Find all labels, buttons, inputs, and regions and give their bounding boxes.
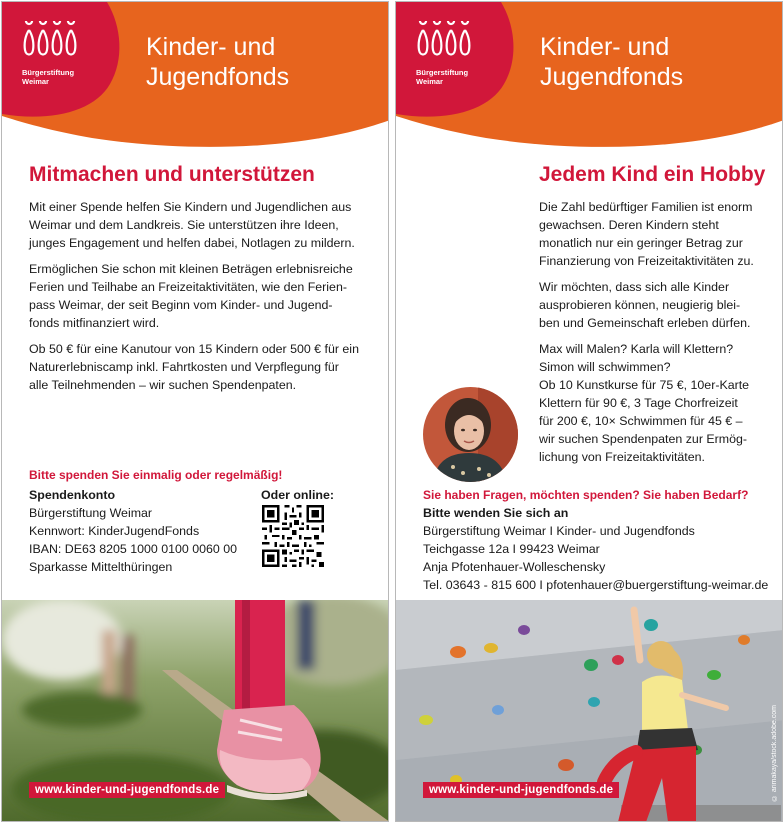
bowling-pins-logo-icon — [21, 21, 83, 61]
contact-portrait — [423, 387, 518, 482]
bank-account: Spendenkonto Bürgerstiftung Weimar Kennwort: KinderJugendFonds IBAN: DE63 8205 1000 0100 0060 00 Sparkasse Mittelthüringen — [29, 488, 238, 574]
flyer-panel-right — [395, 1, 783, 822]
donate-call: Bitte spenden Sie einmalig oder regelmäßig! — [29, 468, 283, 482]
header-title: Kinder- und Jugendfonds — [540, 33, 684, 91]
paragraph-examples: Max will Malen? Karla will Klettern? Simon will schwimmen? Ob 10 Kunstkurse für 75 €, 10er-Karte Klettern für 90 €, 3 Tage Chorfreizeit für 200 €, 10× Schwimmen für 45 € – wir suchen Spendenpaten zur Ermög- lichung von Freizeitaktivitäten. — [539, 342, 750, 464]
section-heading: Mitmachen und unterstützen — [29, 163, 315, 186]
body-text — [29, 198, 359, 402]
qr-code-icon[interactable] — [262, 505, 324, 567]
online-label: Oder online: — [261, 488, 334, 502]
body-text — [539, 198, 754, 474]
flyer-panel-left — [1, 1, 389, 822]
section-heading: Jedem Kind ein Hobby — [539, 163, 766, 186]
paragraph-goal: Wir möchten, dass sich alle Kinder ausprobieren können, neugierig blei- ben und Gemeinschaft erleben dürfen. — [539, 280, 751, 330]
paragraph-need: Die Zahl bedürftiger Familien ist enorm gewachsen. Deren Kindern steht monatlich nur ein geringer Betrag zur Finanzierung von Freizeitaktivitäten zu. — [539, 200, 754, 268]
questions-call: Sie haben Fragen, möchten spenden? Sie haben Bedarf? — [423, 488, 749, 502]
photo-credit: © arimakaya/stock.adobe.com — [771, 704, 778, 801]
contact-block: Bitte wenden Sie sich an Bürgerstiftung Weimar I Kinder- und Jugendfonds Teichgasse 12a I 99423 Weimar Anja Pfotenhauer-Wolleschensky Tel. 03643 - 815 600 I pfotenhauer@buergerstiftung-weimar.de — [423, 506, 769, 592]
logo-wordmark: Bürgerstiftung Weimar — [416, 68, 469, 86]
header-title: Kinder- und Jugendfonds — [146, 33, 290, 91]
paragraph-holidays: Ermöglichen Sie schon mit kleinen Beträgen erlebnisreiche Ferien und Teilhabe an Freizeitaktivitäten, wie den Ferien- pass Weimar, der seit Beginn vom Kinder- und Jugend- fonds mitfinanziert wird. — [29, 262, 353, 330]
account-label: Spendenkonto — [29, 488, 116, 502]
contact-phone-email[interactable]: Tel. 03643 - 815 600 I pfotenhauer@buergerstiftung-weimar.de — [423, 578, 769, 592]
website-link[interactable]: www.kinder-und-jugendfonds.de — [29, 782, 225, 798]
paragraph-examples: Ob 50 € für eine Kanutour von 15 Kindern oder 500 € für ein Naturerlebniscamp inkl. Fahrtkosten und Verpflegung für alle Teilnehmenden – wir suchen Spendenpaten. — [29, 342, 359, 392]
contact-label: Bitte wenden Sie sich an — [423, 506, 569, 520]
paragraph-intro: Mit einer Spende helfen Sie Kindern und Jugendlichen aus Weimar und dem Landkreis. Sie unterstützen ihre Ideen, junges Engagement und helfen dabei, Notlagen zu mildern. — [29, 200, 355, 250]
logo-wordmark: Bürgerstiftung Weimar — [22, 68, 75, 86]
bowling-pins-logo-icon — [415, 21, 477, 61]
website-link[interactable]: www.kinder-und-jugendfonds.de — [423, 782, 619, 798]
